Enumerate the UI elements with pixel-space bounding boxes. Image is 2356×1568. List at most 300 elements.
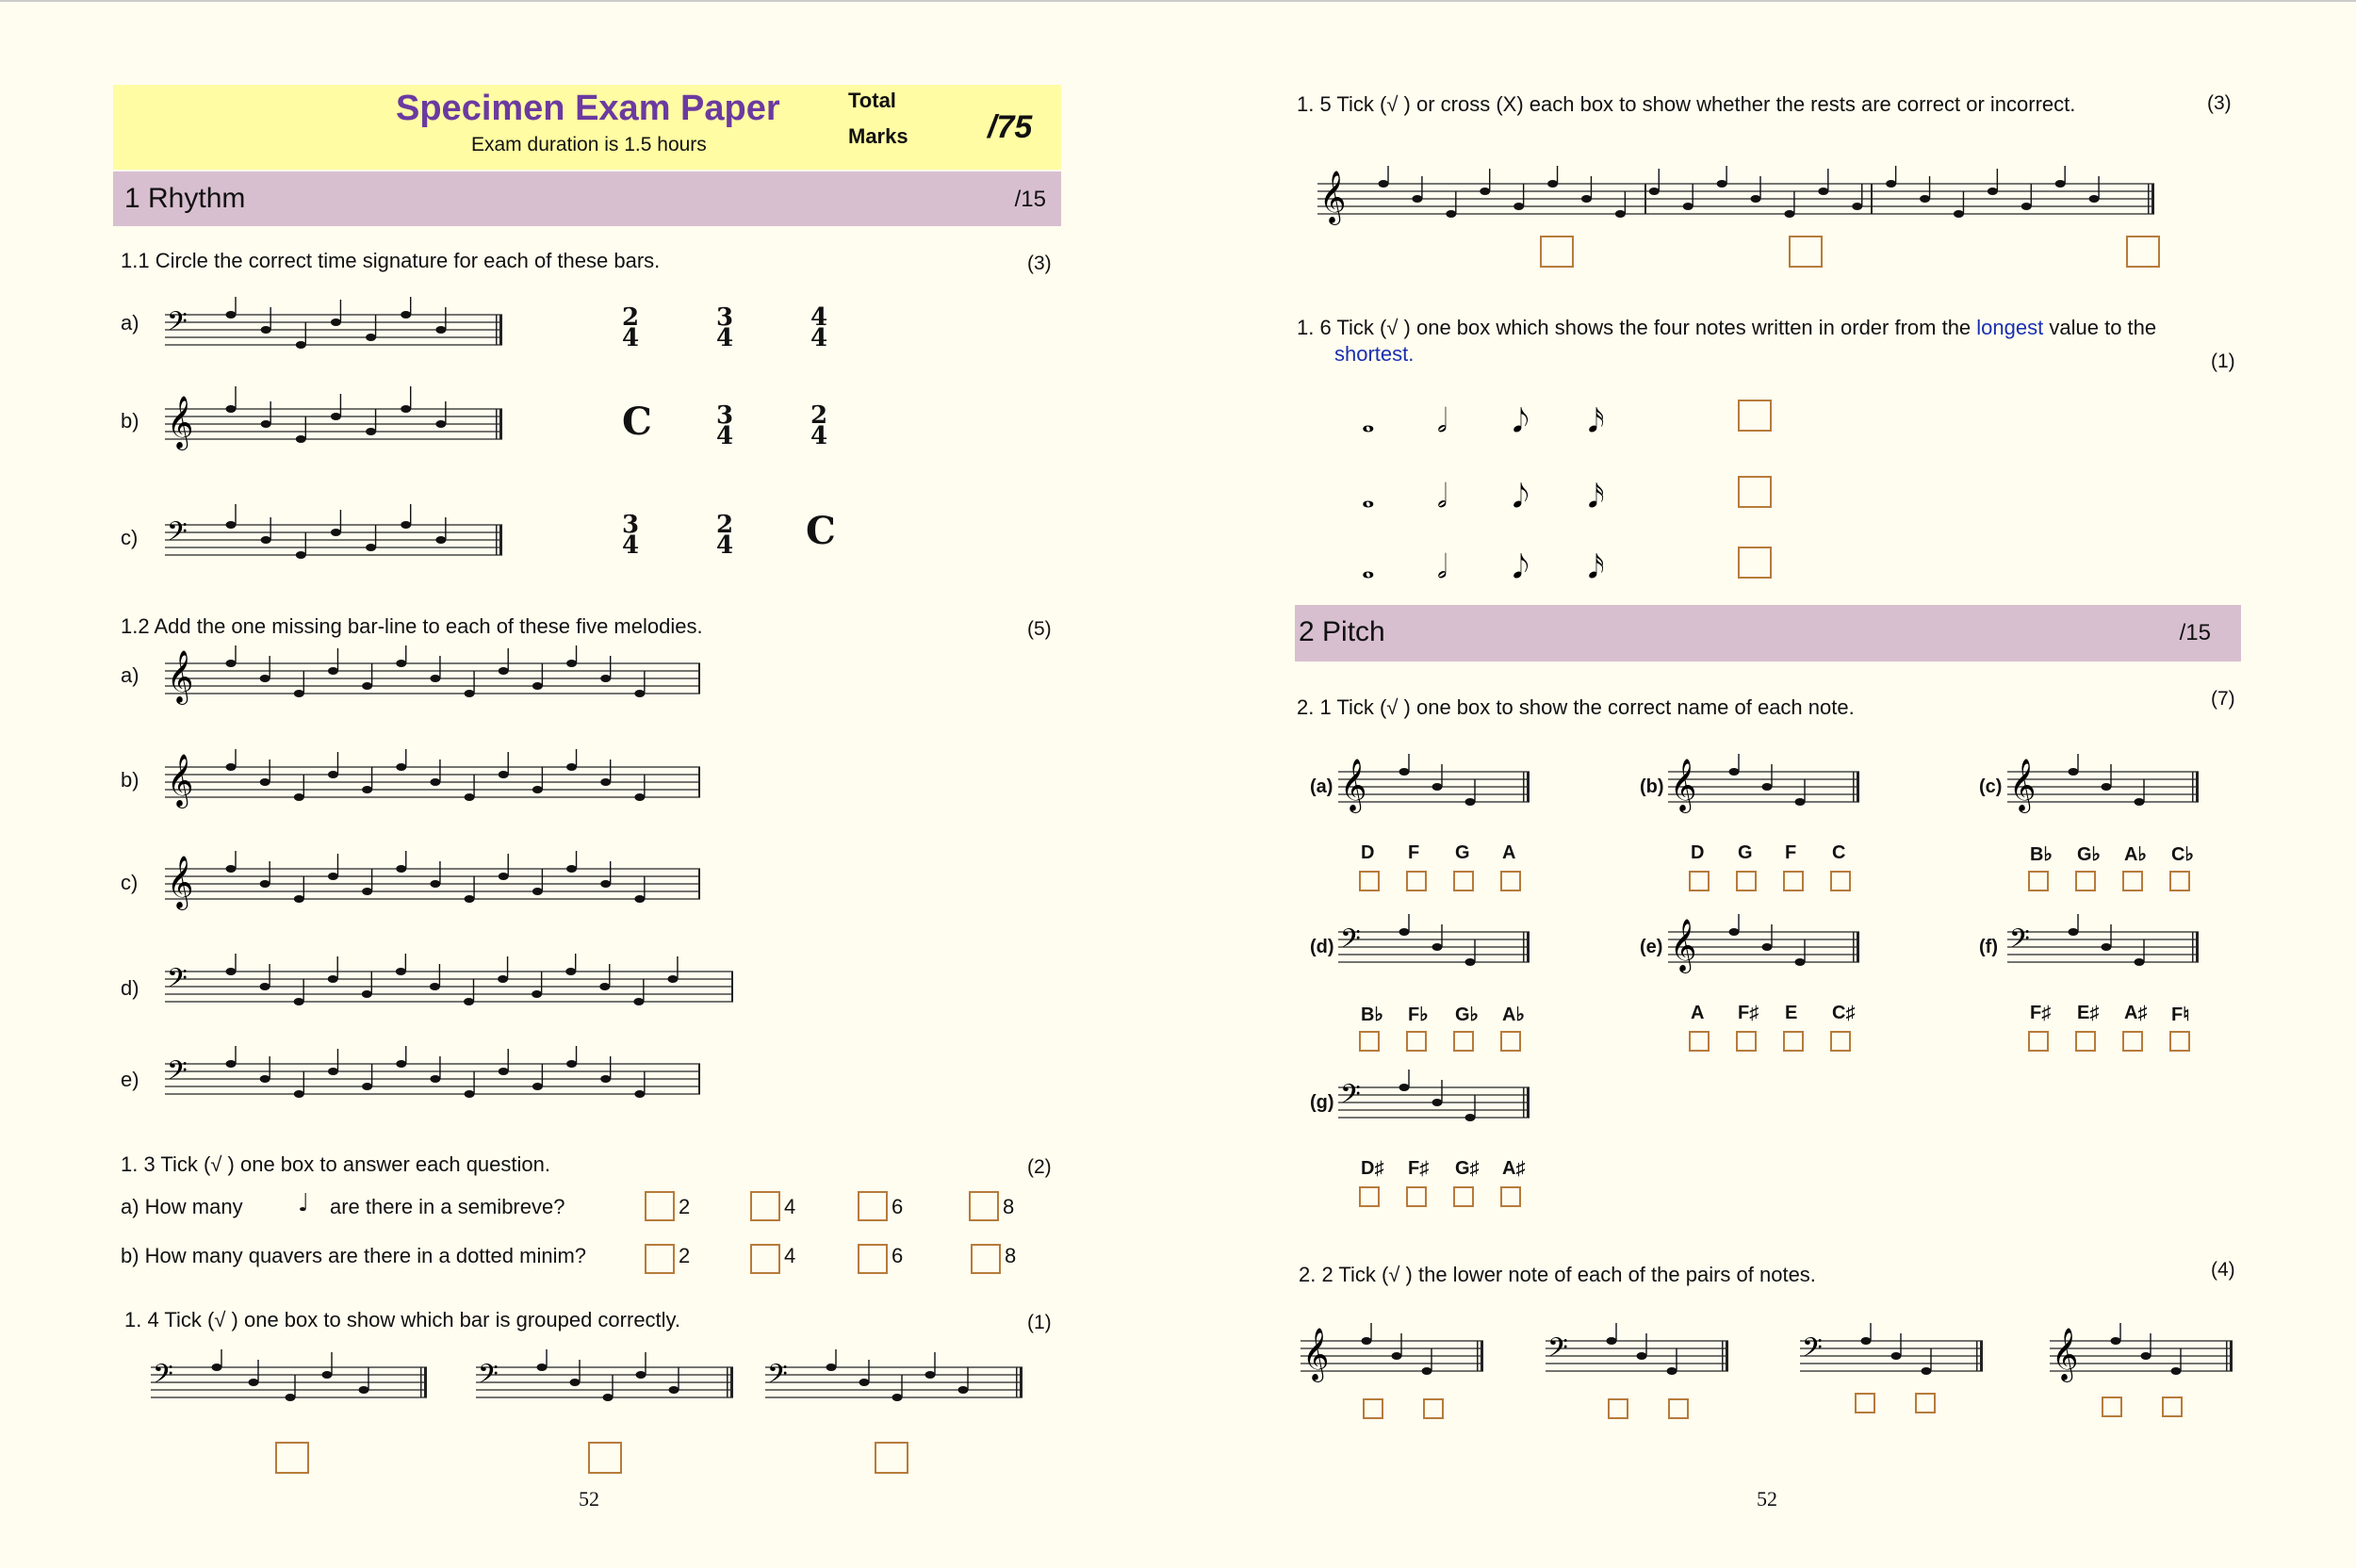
q2-1-staff <box>2007 754 2201 820</box>
barline <box>1871 184 1873 214</box>
note-name-option: D <box>1691 842 1705 863</box>
q1-3b-box-4[interactable] <box>750 1244 780 1274</box>
notehead <box>2102 943 2112 951</box>
notehead <box>669 1386 679 1394</box>
note-name-box[interactable] <box>2075 1031 2096 1052</box>
note-name-option: D <box>1361 842 1375 863</box>
page-number: 52 <box>579 1487 599 1511</box>
q1-3a-box-6[interactable] <box>858 1191 888 1221</box>
note-name-box[interactable] <box>1783 871 1804 891</box>
treble-clef-icon: 𝄞 <box>167 754 194 807</box>
barline <box>2151 184 2154 214</box>
notehead <box>2021 203 2032 210</box>
barline <box>698 767 700 797</box>
barline <box>424 1367 427 1397</box>
notehead <box>1988 188 1998 195</box>
q1-5-box-3[interactable] <box>2126 236 2160 268</box>
notehead <box>464 998 474 1005</box>
notehead <box>498 975 508 983</box>
notehead <box>499 873 509 880</box>
notehead <box>1607 1337 1617 1345</box>
barline <box>2192 932 2194 962</box>
q1-3b-box-2[interactable] <box>645 1244 675 1274</box>
note-name-option: E♯ <box>2077 1003 2100 1023</box>
notehead <box>1432 783 1443 791</box>
note-name-box[interactable] <box>1783 1031 1804 1052</box>
notehead <box>1920 195 1930 203</box>
bass-clef-icon: 𝄢 <box>767 1359 788 1396</box>
note-name-box[interactable] <box>1830 1031 1851 1052</box>
treble-clef-icon: 𝄞 <box>167 650 194 703</box>
q1-2-label-a: a) <box>121 663 139 687</box>
notehead <box>212 1364 222 1371</box>
bass-clef-icon: 𝄢 <box>1340 923 1361 961</box>
notehead <box>286 1394 296 1401</box>
q2-1-item-label: (a) <box>1310 776 1333 797</box>
note-name-box[interactable] <box>1453 871 1474 891</box>
notehead <box>401 521 411 529</box>
q1-6-box-3[interactable] <box>1738 547 1772 579</box>
notehead <box>1717 180 1727 188</box>
time-sig-option[interactable]: 3 4 <box>716 303 734 352</box>
q1-3b-opt: 6 <box>892 1244 904 1267</box>
treble-clef-icon: 𝄞 <box>1670 919 1697 972</box>
notehead <box>226 968 237 975</box>
note-name-option: B♭ <box>1361 1004 1383 1025</box>
q1-5-marks: (3) <box>2207 92 2232 114</box>
notehead <box>1432 943 1443 951</box>
barline <box>2196 772 2199 802</box>
note-name-option: A♭ <box>1502 1004 1525 1025</box>
note-value-icon: 𝅗𝅥 <box>1437 548 1448 586</box>
notehead <box>600 880 611 888</box>
notehead <box>636 1371 646 1379</box>
notehead <box>1667 1367 1677 1375</box>
notehead <box>331 413 341 420</box>
barline <box>1527 1087 1530 1118</box>
notehead <box>294 895 304 903</box>
time-sig-option[interactable]: 4 4 <box>810 303 828 352</box>
q2-1-item-label: (e) <box>1640 937 1663 957</box>
notehead <box>634 1090 645 1098</box>
exam-title: Specimen Exam Paper <box>396 89 780 128</box>
notehead <box>226 660 237 667</box>
notehead <box>532 786 543 793</box>
q2-2-box[interactable] <box>1668 1398 1689 1419</box>
bass-clef-icon: 𝄢 <box>167 963 188 1001</box>
notehead <box>328 771 338 778</box>
notehead <box>1432 1099 1443 1106</box>
note-name-box[interactable] <box>2169 1031 2190 1052</box>
note-name-box[interactable] <box>2028 871 2049 891</box>
notehead <box>294 1090 304 1098</box>
notehead <box>1954 210 1964 218</box>
q2-1-marks: (7) <box>2211 688 2235 710</box>
note-name-option: F <box>1408 842 1420 863</box>
q1-3a-box-4[interactable] <box>750 1191 780 1221</box>
q1-3-question-a-pre: a) How many <box>121 1195 243 1218</box>
barline <box>698 663 700 694</box>
notehead <box>1465 1114 1476 1121</box>
notehead <box>260 778 270 786</box>
notehead <box>1362 1337 1372 1345</box>
bass-clef-icon: 𝄢 <box>167 1055 188 1093</box>
notehead <box>362 682 372 690</box>
notehead <box>296 551 306 559</box>
q2-1-item-label: (f) <box>1979 937 1998 957</box>
q1-2-label-c: c) <box>121 871 139 894</box>
notehead <box>328 873 338 880</box>
note-name-box[interactable] <box>2075 871 2096 891</box>
notehead <box>435 420 446 428</box>
section-title: 1 Rhythm <box>124 183 246 214</box>
notehead <box>958 1386 969 1394</box>
note-name-box[interactable] <box>1453 1031 1474 1052</box>
q1-3-marks: (2) <box>1027 1156 1052 1178</box>
notehead <box>1649 188 1660 195</box>
barline <box>1016 1367 1018 1397</box>
q2-1-staff <box>1338 754 1531 820</box>
q1-3b-opt: 8 <box>1005 1244 1017 1267</box>
bass-clef-icon: 𝄢 <box>1547 1332 1568 1370</box>
q1-4-box-1[interactable] <box>275 1442 309 1474</box>
notehead <box>499 771 509 778</box>
note-name-box[interactable] <box>1406 1031 1427 1052</box>
notehead <box>1480 188 1490 195</box>
bass-clef-icon: 𝄢 <box>1340 1079 1361 1117</box>
notehead <box>667 975 678 983</box>
q1-5-box-2[interactable] <box>1789 236 1823 268</box>
notehead <box>2055 180 2066 188</box>
notehead <box>430 778 440 786</box>
q1-6-box-2[interactable] <box>1738 476 1772 508</box>
time-sig-option[interactable]: 3 4 <box>716 401 734 450</box>
staff-1-2a[interactable] <box>165 645 702 711</box>
barline <box>1857 772 1859 802</box>
time-sig-option[interactable]: 3 4 <box>622 511 640 560</box>
notehead <box>892 1394 903 1401</box>
notehead <box>532 1083 543 1090</box>
notehead <box>1581 195 1592 203</box>
notehead <box>1412 195 1422 203</box>
q2-2-box[interactable] <box>2162 1396 2183 1417</box>
notehead <box>1818 188 1828 195</box>
note-name-option: A <box>1502 842 1516 863</box>
note-name-box[interactable] <box>1500 1186 1521 1207</box>
note-name-box[interactable] <box>2028 1031 2049 1052</box>
q2-2-box[interactable] <box>1363 1398 1383 1419</box>
crotchet-note-icon: ♩ <box>298 1189 310 1217</box>
note-name-box[interactable] <box>1830 871 1851 891</box>
notehead <box>2171 1367 2182 1375</box>
exam-duration: Exam duration is 1.5 hours <box>471 134 707 155</box>
notehead <box>226 865 237 873</box>
note-name-box[interactable] <box>1359 1031 1380 1052</box>
q1-4-text: 1. 4 Tick (√ ) one box to show which bar is grouped correctly. <box>124 1308 681 1331</box>
barline <box>499 409 502 439</box>
notehead <box>633 998 644 1005</box>
q2-2-text: 2. 2 Tick (√ ) the lower note of each of the pairs of notes. <box>1299 1263 1816 1286</box>
treble-clef-icon: 𝄞 <box>1340 759 1367 811</box>
barline <box>1020 1367 1023 1397</box>
staff-1-4a <box>151 1349 429 1415</box>
note-name-box[interactable] <box>2122 871 2143 891</box>
time-sig-option[interactable]: 2 4 <box>622 303 640 352</box>
notehead <box>396 865 406 873</box>
staff-2-2c <box>1800 1323 1985 1389</box>
notehead <box>570 1379 581 1386</box>
barline <box>1523 772 1525 802</box>
q1-1-label-c: c) <box>121 526 139 549</box>
barline <box>496 525 498 555</box>
staff-1-2c[interactable] <box>165 851 702 917</box>
notehead <box>362 888 372 895</box>
note-name-box[interactable] <box>2122 1031 2143 1052</box>
notehead <box>2069 768 2079 776</box>
time-sig-option[interactable]: C <box>806 509 836 553</box>
notehead <box>1891 1352 1902 1360</box>
barline <box>1527 932 1530 962</box>
note-name-box[interactable] <box>1359 871 1380 891</box>
notehead <box>396 1060 406 1068</box>
q1-3b-box-6[interactable] <box>858 1244 888 1274</box>
staff-1-2d[interactable] <box>165 954 735 1020</box>
note-value-icon: 𝅘𝅥𝅮 <box>1513 402 1530 440</box>
q2-1-item-label: (c) <box>1979 776 2003 797</box>
note-name-box[interactable] <box>2169 871 2190 891</box>
notehead <box>396 660 406 667</box>
notehead <box>566 763 577 771</box>
notehead <box>1852 203 1862 210</box>
notehead <box>1922 1367 1932 1375</box>
notehead <box>566 1060 577 1068</box>
notehead <box>1399 768 1410 776</box>
notehead <box>260 983 270 990</box>
q1-3a-box-2[interactable] <box>645 1191 675 1221</box>
note-name-box[interactable] <box>1406 1186 1427 1207</box>
notehead <box>294 998 304 1005</box>
q2-1-staff <box>1338 1070 1531 1135</box>
notehead <box>1784 210 1794 218</box>
section-rhythm-bar <box>113 172 1061 226</box>
note-name-box[interactable] <box>1359 1186 1380 1207</box>
note-name-option: F♭ <box>1408 1004 1429 1025</box>
q2-2-box[interactable] <box>1423 1398 1444 1419</box>
barline <box>1857 932 1859 962</box>
q1-3a-opt: 8 <box>1003 1195 1015 1218</box>
q2-2-box[interactable] <box>1855 1393 1875 1413</box>
q2-1-item-label: (g) <box>1310 1092 1334 1113</box>
q1-3b-opt: 4 <box>784 1244 796 1267</box>
page-number: 52 <box>1757 1487 1777 1511</box>
notehead <box>331 318 341 326</box>
notehead <box>396 968 406 975</box>
notehead <box>465 895 475 903</box>
notehead <box>260 675 270 682</box>
notehead <box>566 660 577 667</box>
barline <box>1523 1087 1525 1118</box>
notehead <box>1379 180 1389 188</box>
notehead <box>2135 958 2145 966</box>
q1-3a-opt: 2 <box>679 1195 691 1218</box>
notehead <box>465 690 475 697</box>
notehead <box>435 536 446 544</box>
marks-label: Marks <box>848 124 908 148</box>
bass-clef-icon: 𝄢 <box>167 516 188 554</box>
q1-2-label-b: b) <box>121 768 139 792</box>
notehead <box>925 1371 936 1379</box>
note-name-option: F <box>1785 842 1797 863</box>
notehead <box>537 1364 548 1371</box>
barline <box>2230 1341 2233 1371</box>
right-page <box>1178 0 2356 1568</box>
note-name-option: G <box>1455 842 1470 863</box>
section-title: 2 Pitch <box>1299 616 1385 647</box>
notehead <box>294 793 304 801</box>
time-sig-option[interactable]: C <box>622 400 652 444</box>
barline <box>1976 1341 1978 1371</box>
note-name-box[interactable] <box>1500 871 1521 891</box>
note-name-box[interactable] <box>1453 1186 1474 1207</box>
barline <box>727 1367 728 1397</box>
notehead <box>1886 180 1896 188</box>
q1-3a-opt: 4 <box>784 1195 796 1218</box>
staff-1-1a <box>165 297 504 363</box>
notehead <box>2135 798 2145 806</box>
notehead <box>260 880 270 888</box>
barline <box>2148 184 2150 214</box>
barline <box>1644 184 1646 214</box>
note-value-icon: 𝅘𝅥𝅯 <box>1588 478 1605 515</box>
barline <box>499 315 502 345</box>
notehead <box>634 793 645 801</box>
q1-5-text: 1. 5 Tick (√ ) or cross (X) each box to show whether the rests are correct or incorrect. <box>1297 92 2076 116</box>
notehead <box>1751 195 1761 203</box>
q1-3a-box-8[interactable] <box>969 1191 999 1221</box>
q2-1-text: 2. 1 Tick (√ ) one box to show the correct name of each note. <box>1297 695 1855 719</box>
notehead <box>1446 210 1456 218</box>
note-value-icon: 𝅗𝅥 <box>1437 478 1448 515</box>
notehead <box>599 983 610 990</box>
barline <box>2192 772 2194 802</box>
q1-1-marks: (3) <box>1027 253 1052 274</box>
note-name-box[interactable] <box>1406 871 1427 891</box>
note-name-option: G♯ <box>1455 1158 1480 1179</box>
q1-4-box-2[interactable] <box>588 1442 622 1474</box>
notehead <box>435 326 446 334</box>
notehead <box>261 420 271 428</box>
note-value-icon: 𝅗𝅥 <box>1437 402 1448 440</box>
note-name-box[interactable] <box>1736 871 1757 891</box>
notehead <box>499 1068 509 1075</box>
note-row-3 <box>1352 542 1616 594</box>
notehead <box>2111 1337 2121 1345</box>
treble-clef-icon: 𝄞 <box>1302 1328 1330 1380</box>
q2-1-staff <box>1668 754 1861 820</box>
note-name-box[interactable] <box>1689 871 1710 891</box>
notehead <box>430 675 440 682</box>
bass-clef-icon: 𝄢 <box>2009 923 2030 961</box>
notehead <box>2089 195 2100 203</box>
q1-1-text: 1.1 Circle the correct time signature for each of these bars. <box>121 249 661 272</box>
barline <box>731 972 733 1002</box>
notehead <box>1729 928 1740 936</box>
q1-5-box-1[interactable] <box>1540 236 1574 268</box>
q1-3a-opt: 6 <box>892 1195 904 1218</box>
q2-2-box[interactable] <box>2102 1396 2122 1417</box>
barline <box>2196 932 2199 962</box>
notehead <box>2102 783 2112 791</box>
staff-1-2b[interactable] <box>165 749 702 815</box>
note-name-option: B♭ <box>2030 844 2053 865</box>
note-name-option: A <box>1691 1003 1705 1023</box>
notehead <box>430 1075 440 1083</box>
treble-clef-icon: 𝄞 <box>167 396 194 449</box>
notehead <box>401 405 411 413</box>
treble-clef-icon: 𝄞 <box>1670 759 1697 811</box>
notehead <box>859 1379 870 1386</box>
barline <box>1722 1341 1724 1371</box>
notehead <box>532 990 542 998</box>
notehead <box>328 667 338 675</box>
note-name-option: F♯ <box>1738 1003 1759 1023</box>
staff-1-4c <box>765 1349 1024 1415</box>
barline <box>1980 1341 1983 1371</box>
time-sig-option[interactable]: 2 4 <box>716 511 734 560</box>
q2-2-box[interactable] <box>1915 1393 1936 1413</box>
notehead <box>362 786 372 793</box>
q1-4-box-3[interactable] <box>875 1442 908 1474</box>
barline <box>1726 1341 1728 1371</box>
q2-1-item-label: (d) <box>1310 937 1334 957</box>
q2-2-box[interactable] <box>1608 1398 1628 1419</box>
note-name-box[interactable] <box>1500 1031 1521 1052</box>
note-value-icon: 𝅘𝅥𝅯 <box>1588 548 1605 586</box>
notehead <box>260 1075 270 1083</box>
barline <box>730 1367 733 1397</box>
q2-1-staff <box>1668 914 1861 980</box>
notehead <box>1795 958 1806 966</box>
notehead <box>362 1083 372 1090</box>
notehead <box>328 975 338 983</box>
note-name-box[interactable] <box>1689 1031 1710 1052</box>
notehead <box>600 1075 611 1083</box>
note-name-option: G♭ <box>2077 844 2101 865</box>
bass-clef-icon: 𝄢 <box>478 1359 499 1396</box>
total-marks: /75 <box>988 109 1033 145</box>
notehead <box>2141 1352 2151 1360</box>
note-name-option: C♭ <box>2171 844 2194 865</box>
time-sig-option[interactable]: 2 4 <box>810 401 828 450</box>
notehead <box>366 334 376 341</box>
staff-1-2e[interactable] <box>165 1046 702 1112</box>
barline <box>1853 932 1855 962</box>
barline <box>1477 1341 1479 1371</box>
notehead <box>1615 210 1626 218</box>
q1-3b-box-8[interactable] <box>971 1244 1001 1274</box>
notehead <box>465 1090 475 1098</box>
note-row-2 <box>1352 471 1616 523</box>
q1-6-box-1[interactable] <box>1738 400 1772 432</box>
notehead <box>328 1068 338 1075</box>
note-name-box[interactable] <box>1736 1031 1757 1052</box>
notehead <box>1547 180 1558 188</box>
notehead <box>1683 203 1693 210</box>
q1-2-marks: (5) <box>1027 618 1052 640</box>
notehead <box>499 667 509 675</box>
q2-2-marks: (4) <box>2211 1259 2235 1281</box>
notehead <box>532 888 543 895</box>
